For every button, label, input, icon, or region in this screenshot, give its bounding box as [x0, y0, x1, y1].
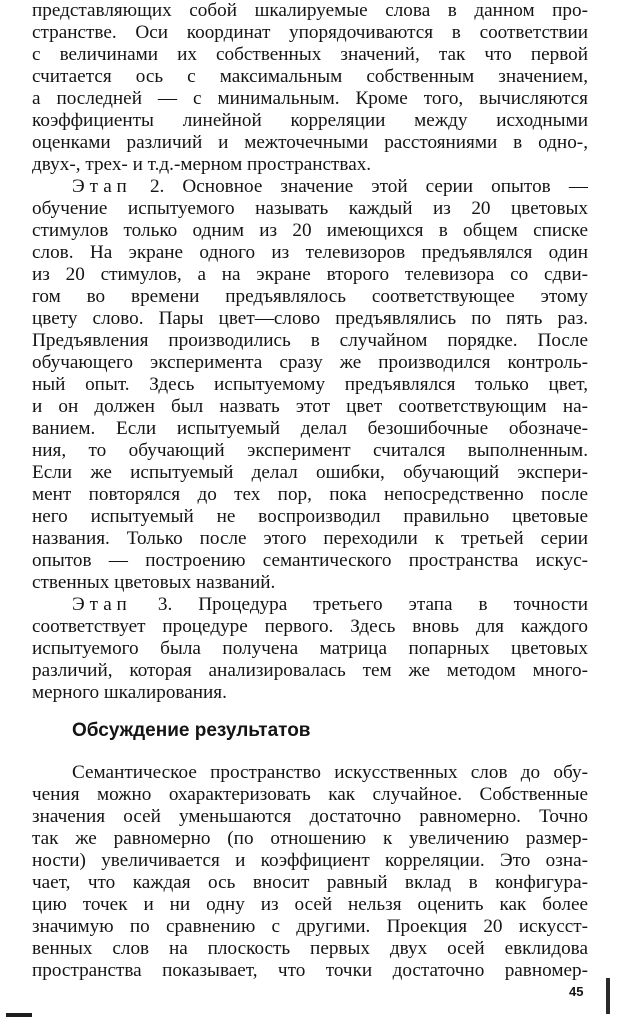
paragraph-4-line: ности) увеличивается и коэффициент корреляции. Это озна- — [32, 850, 588, 871]
paragraph-2-line: цвету слово. Пары цвет—слово предъявлялись по пять раз. — [32, 308, 588, 329]
paragraph-1-line: представляющих собой шкалируемые слова в данном про- — [32, 0, 588, 21]
section-heading: Обсуждение результатов — [72, 720, 311, 741]
paragraph-2-line: Предъявления производились в случайном порядке. После — [32, 330, 588, 351]
paragraph-2-line: Если же испытуемый делал ошибки, обучающий экспери- — [32, 462, 588, 483]
paragraph-3-line: испытуемого была получена матрица попарных цветовых — [32, 638, 588, 659]
paragraph-1-line: оценками различий и межточечными расстояниями в одно-, — [32, 132, 588, 153]
scan-bottom-dash — [6, 1013, 32, 1017]
paragraph-2-line: из 20 стимулов, а на экране второго телевизора со сдви- — [32, 264, 588, 285]
paragraph-1-line: странстве. Оси координат упорядочиваются в соответствии — [32, 22, 588, 43]
stage-label: Этап — [72, 176, 132, 197]
paragraph-2-line: него испытуемый не воспроизводил правильно цветовые — [32, 506, 588, 527]
stage-label: Этап — [72, 594, 132, 615]
paragraph-1-line: коэффициенты линейной корреляции между исходными — [32, 110, 588, 131]
paragraph-3-line-text: 3. Процедура третьего этапа в точности — [157, 594, 588, 615]
paragraph-4-line: цию точек и ни одну из осей нельзя оценить как более — [32, 894, 588, 915]
paragraph-3-first-line — [72, 594, 588, 616]
paragraph-2-line: гом во времени предъявлялось соответствующее этому — [32, 286, 588, 307]
paragraph-3-line: соответствует процедуре первого. Здесь вновь для каждого — [32, 616, 588, 637]
paragraph-2-line: обучение испытуемого называть каждый из 20 цветовых — [32, 198, 588, 219]
paragraph-2-line: и он должен был назвать этот цвет соответствующим на- — [32, 396, 588, 417]
paragraph-3-line: различий, которая анализировалась тем же методом много- — [32, 660, 588, 681]
scan-edge-mark — [606, 978, 610, 1014]
paragraph-4-line: Семантическое пространство искусственных слов до обу- — [72, 762, 588, 783]
paragraph-2-line: мент повторялся до тех пор, пока непосредственно после — [32, 484, 588, 505]
paragraph-4-line: чения можно охарактеризовать как случайное. Собственные — [32, 784, 588, 805]
paragraph-2-line: слов. На экране одного из телевизоров предъявлялся один — [32, 242, 588, 263]
paragraph-4-line: значения осей уменьшаются достаточно равномерно. Точно — [32, 806, 588, 827]
paragraph-4-line: пространства показывает, что точки достаточно равномер- — [32, 960, 588, 981]
paragraph-2-line: названия. Только после этого переходили к третьей серии — [32, 528, 588, 549]
paragraph-1-line: двух-, трех- и т.д.-мерном пространствах. — [32, 154, 372, 175]
paragraph-1-line: считается ось с максимальным собственным значением, — [32, 66, 588, 87]
paragraph-3-line: мерного шкалирования. — [32, 682, 227, 703]
paragraph-2-line: обучающего эксперимента сразу же производился контроль- — [32, 352, 588, 373]
paragraph-2-line-text: 2. Основное значение этой серии опытов — — [149, 176, 588, 197]
paragraph-4-line: значимую по сравнению с другими. Проекция 20 искусст- — [32, 916, 588, 937]
page-number: 45 — [569, 984, 584, 999]
paragraph-2-first-line — [72, 176, 588, 198]
paragraph-1-line: а последней — с минимальным. Кроме того, вычисляются — [32, 88, 588, 109]
paragraph-4-line: венных слов на плоскость первых двух осей евклидова — [32, 938, 588, 959]
paragraph-2-line: опытов — построению семантического пространства искус- — [32, 550, 588, 571]
paragraph-1-line: с величинами их собственных значений, так что первой — [32, 44, 588, 65]
paragraph-4-line: чает, что каждая ось вносит равный вклад в конфигура- — [32, 872, 588, 893]
paragraph-2-line: ния, то обучающий эксперимент считался выполненным. — [32, 440, 588, 461]
paragraph-2-line: ванием. Если испытуемый делал безошибочные обозначе- — [32, 418, 588, 439]
paragraph-2-line: стимулов только одним из 20 имеющихся в общем списке — [32, 220, 588, 241]
paragraph-2-line: ственных цветовых названий. — [32, 572, 276, 593]
paragraph-2-line: ный опыт. Здесь испытуемому предъявлялся только цвет, — [32, 374, 588, 395]
paragraph-4-line: так же равномерно (по отношению к увеличению размер- — [32, 828, 588, 849]
